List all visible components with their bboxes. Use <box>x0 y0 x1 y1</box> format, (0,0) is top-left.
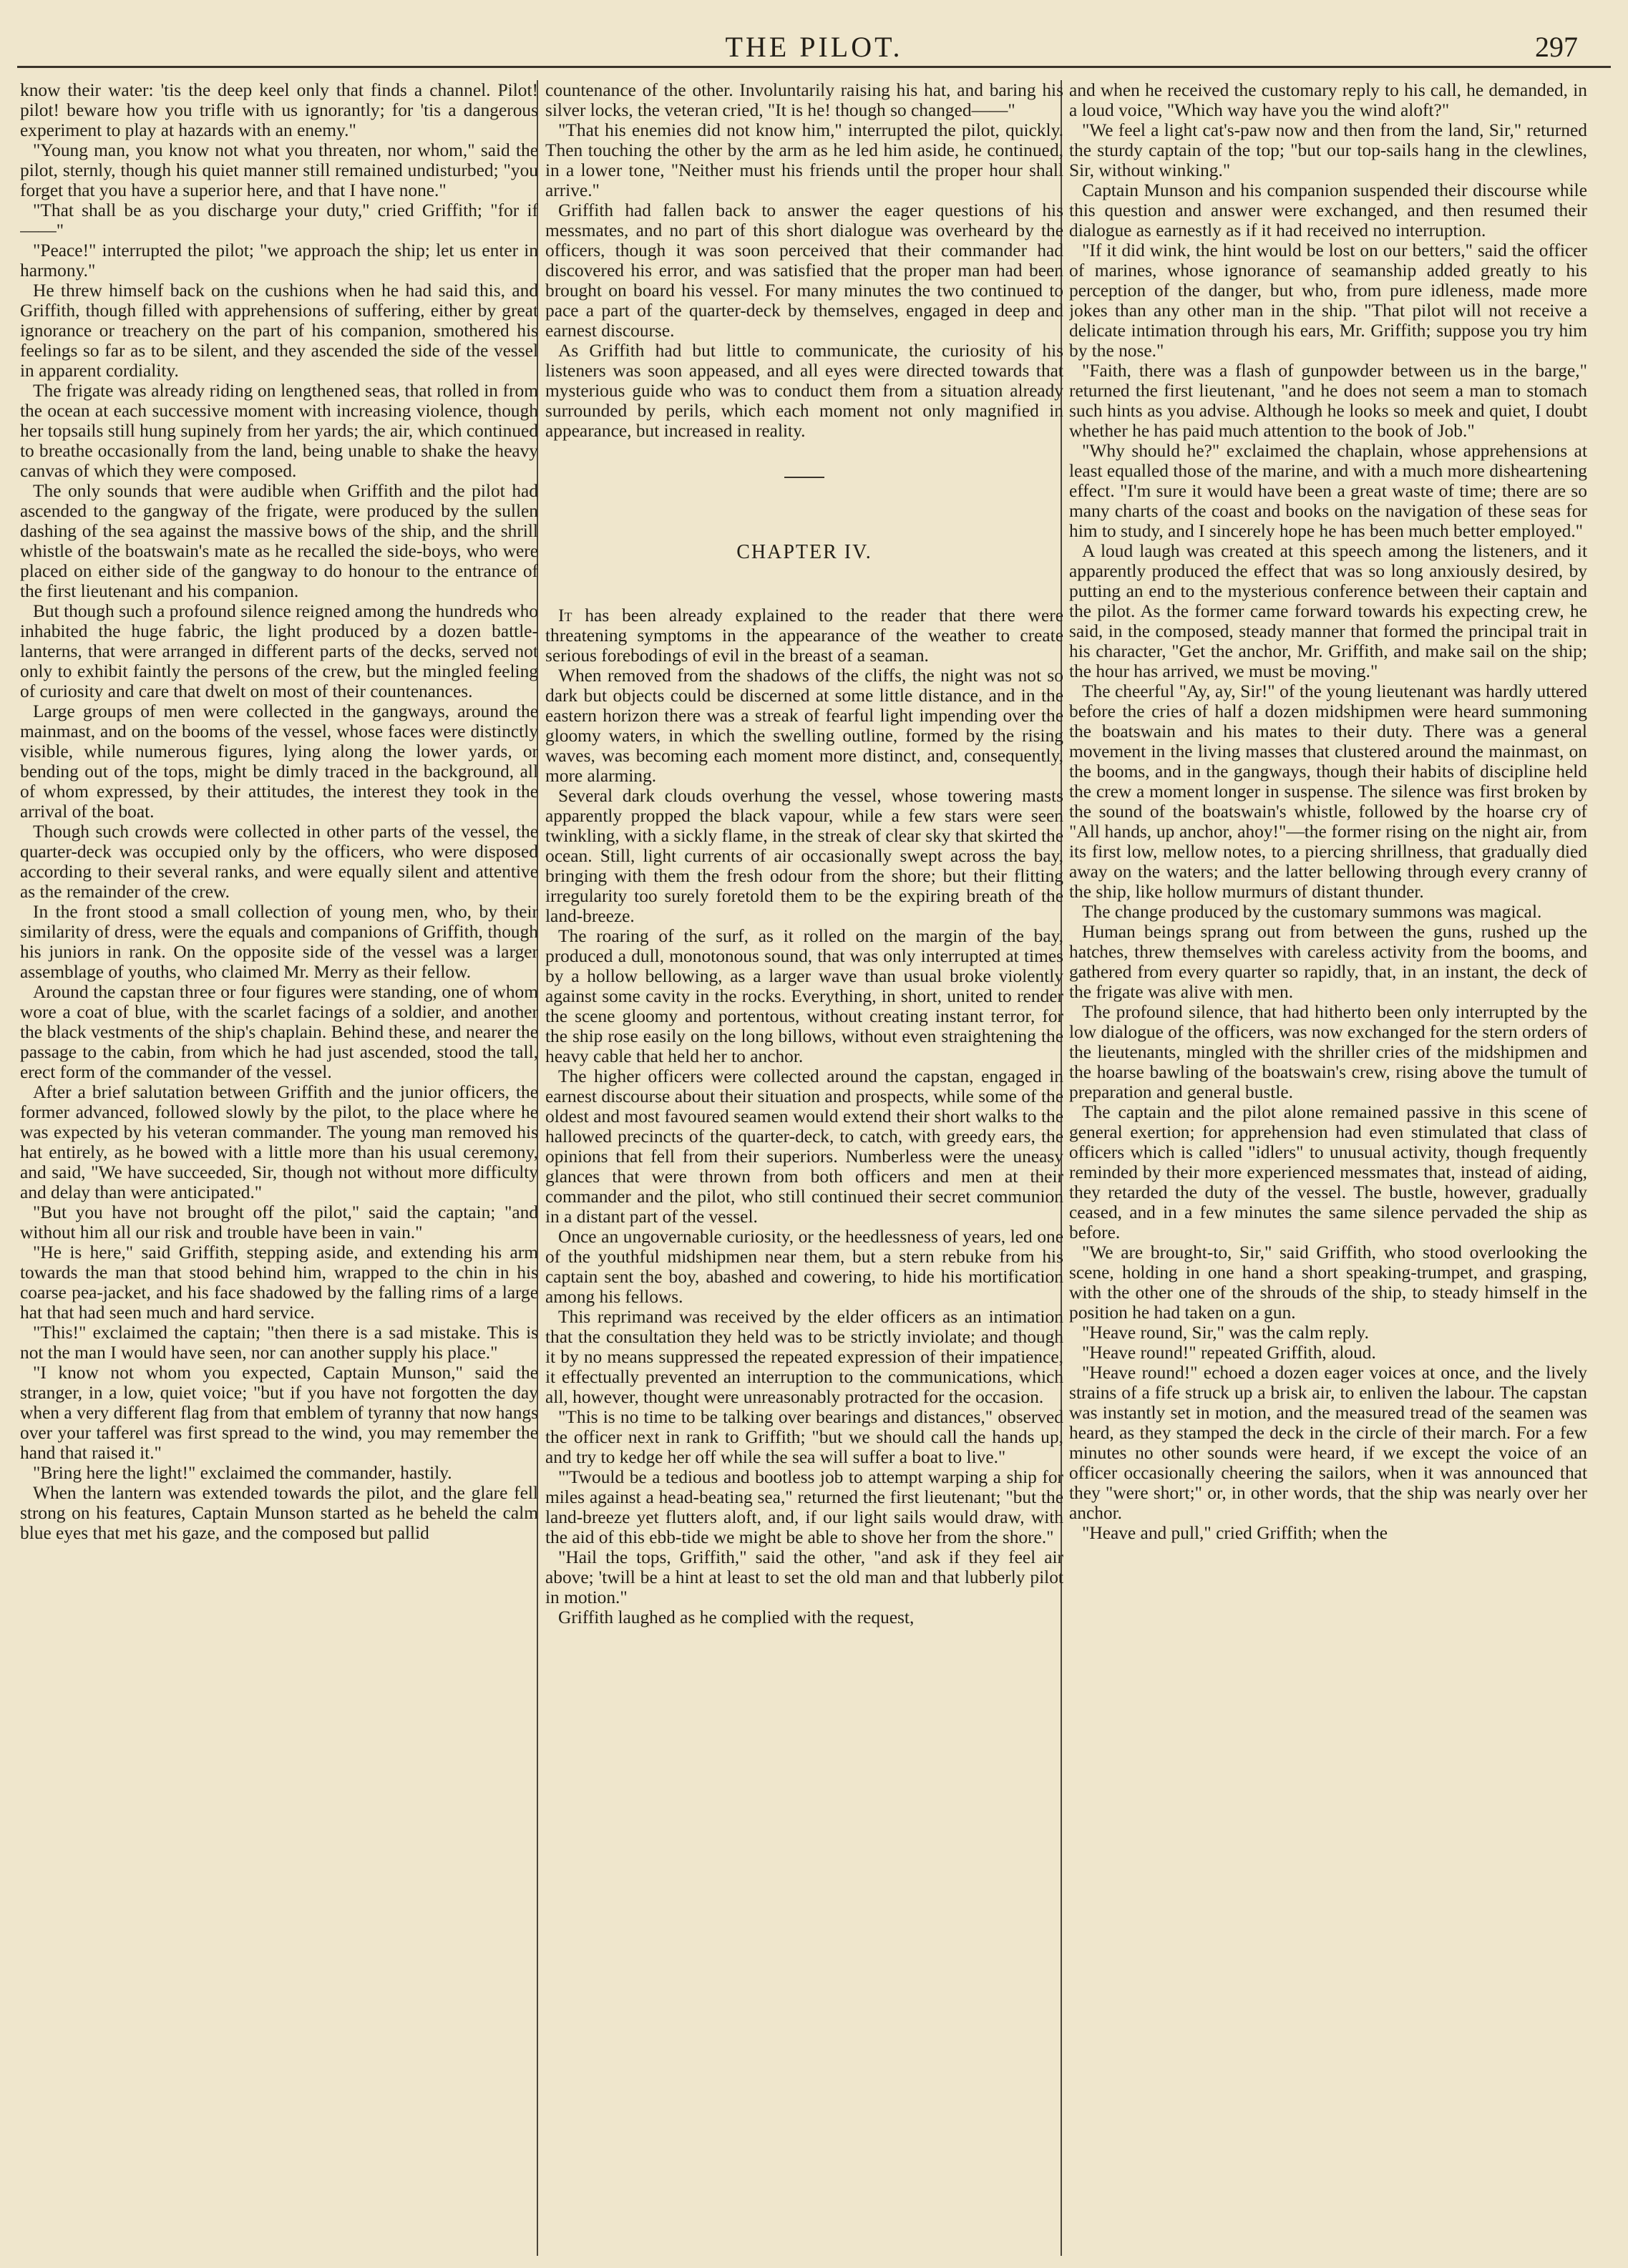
chapter-opening-word: It <box>558 605 572 626</box>
paragraph: The frigate was already riding on lengthened seas, that rolled in from the ocean at each successive moment with increasing violence, though her topsails still hung supinely from her yards; the air, which continued to breathe occasionally from the land, being unable to shake the heavy canvas of which they were composed. <box>20 381 538 481</box>
paragraph: Several dark clouds overhung the vessel, whose towering masts apparently propped the black vapour, while a few stars were seen twinkling, with a sickly flame, in the streak of clear sky that skirted the ocean. Still, light currents of air occasionally swept across the bay, bringing with them the fresh odour from the shore; but their flitting irregularity too surely foretold them to be the expiring breath of the land-breeze. <box>545 786 1063 926</box>
paragraph: The roaring of the surf, as it rolled on the margin of the bay, produced a dull, monotonous sound, that was only interrupted at times by a hollow bellowing, as a larger wave than usual broke violently against some cavity in the rocks. Everything, in short, united to render the scene gloomy and portentous, without creating instant terror, for the ship rose easily on the long billows, without even straightening the heavy cable that held her to anchor. <box>545 926 1063 1066</box>
paragraph: "Peace!" interrupted the pilot; "we approach the ship; let us enter in harmony." <box>20 240 538 281</box>
paragraph: As Griffith had but little to communicate, the curiosity of his listeners was soon appeased, and all eyes were directed towards that mysterious guide who was to conduct them from a situation already surrounded by perils, which each moment not only magnified in appearance, but increased in reality. <box>545 341 1063 441</box>
paragraph: "That shall be as you discharge your duty," cried Griffith; "for if——" <box>20 200 538 240</box>
paragraph: When the lantern was extended towards the pilot, and the glare fell strong on his features, Captain Munson started as he beheld the calm blue eyes that met his gaze, and the composed but pallid <box>20 1483 538 1543</box>
paragraph: "We are brought-to, Sir," said Griffith, who stood overlooking the scene, holding in one hand a short speaking-trumpet, and grasping, with the other one of the shrouds of the ship, to steady himself in the position he had taken on a gun. <box>1069 1242 1587 1323</box>
paragraph: "We feel a light cat's-paw now and then from the land, Sir," returned the sturdy captain of the top; "but our top-sails hang in the clewlines, Sir, without winking." <box>1069 120 1587 180</box>
paragraph: "Why should he?" exclaimed the chaplain, whose apprehensions at least equalled those of the marine, and with a much more disheartening effect. "I'm sure it would have been a great waste of time; there are so many charts of the coast and books on the navigation of these seas for him to study, and I sincerely hope he has been much better employed." <box>1069 441 1587 541</box>
header-rule <box>17 66 1611 68</box>
paragraph: "He is here," said Griffith, stepping aside, and extending his arm towards the man that stood behind him, wrapped to the chin in his coarse pea-jacket, and his face shadowed by the falling rims of a large hat that had seen much and hard service. <box>20 1242 538 1323</box>
paragraph: He threw himself back on the cushions when he had said this, and Griffith, though filled with apprehensions of suffering, either by great ignorance or treachery on the part of his companion, smothered his feelings so far as to be silent, and they ascended the side of the vessel in apparent cordiality. <box>20 281 538 381</box>
paragraph: countenance of the other. Involuntarily raising his hat, and baring his silver locks, the veteran cried, "It is he! though so changed——" <box>545 80 1063 120</box>
running-title: THE PILOT. <box>725 31 903 63</box>
paragraph: Griffith laughed as he complied with the request, <box>558 1607 915 1627</box>
paragraph: The profound silence, that had hitherto been only interrupted by the low dialogue of the officers, was now exchanged for the stern orders of the lieutenants, mingled with the shriller cries of the midshipmen and the hoarse bawling of the boatswain's crew, rising above the tumult of preparation and general bustle. <box>1069 1002 1587 1102</box>
text-column-3 <box>1069 80 1587 2256</box>
text-column-1 <box>20 80 538 2256</box>
page-number: 297 <box>1535 31 1578 63</box>
paragraph: Human beings sprang out from between the guns, rushed up the hatches, threw themselves with careless activity from the booms, and gathered from every quarter so rapidly, that, in an instant, the deck of the frigate was alive with men. <box>1069 922 1587 1002</box>
paragraph: "That his enemies did not know him," interrupted the pilot, quickly. Then touching the other by the arm as he led him aside, he continued, in a lower tone, "Neither must his friends until the proper hour shall arrive." <box>545 120 1063 200</box>
chapter-divider <box>784 477 824 478</box>
paragraph: After a brief salutation between Griffith and the junior officers, the former advanced, followed slowly by the pilot, to the place where he was expected by his veteran commander. The young man removed his hat entirely, as he bowed with a little more than his usual ceremony, and said, "We have succeeded, Sir, though not without more difficulty and delay than were anticipated." <box>20 1082 538 1202</box>
paragraph: A loud laugh was created at this speech among the listeners, and it apparently produced the effect that was so long anxiously desired, by putting an end to the mysterious conference between their captain and the pilot. As the former came forward towards his expecting crew, he said, in the composed, steady manner that formed the principal trait in his character, "Get the anchor, Mr. Griffith, and make sail on the ship; the hour has arrived, we must be moving." <box>1069 541 1587 681</box>
text-column-2 <box>545 80 1063 2256</box>
paragraph: In the front stood a small collection of young men, who, by their similarity of dress, were the equals and companions of Griffith, though his juniors in rank. On the opposite side of the vessel was a larger assemblage of youths, who claimed Mr. Merry as their fellow. <box>20 902 538 982</box>
paragraph: The only sounds that were audible when Griffith and the pilot had ascended to the gangway of the frigate, were produced by the sullen dashing of the sea against the massive bows of the ship, and the shrill whistle of the boatswain's mate as he recalled the side-boys, who were placed on either side of the gangway to do honour to the entrance of the first lieutenant and his companion. <box>20 481 538 601</box>
paragraph: "'Twould be a tedious and bootless job to attempt warping a ship for miles against a head-beating sea," returned the first lieutenant; "but the land-breeze yet flutters aloft, and, if our light sails would draw, with the aid of this ebb-tide we might be able to shove her from the shore." <box>545 1467 1063 1547</box>
paragraph: The captain and the pilot alone remained passive in this scene of general exertion; for apprehension had even stimulated that class of officers which is called "idlers" to unusual activity, though frequently reminded by their more experienced messmates that, instead of aiding, they retarded the duty of the vessel. The bustle, however, gradually ceased, and in a few minutes the same silence pervaded the ship as before. <box>1069 1102 1587 1242</box>
paragraph: Around the capstan three or four figures were standing, one of whom wore a coat of blue, with the scarlet facings of a soldier, and another the black vestments of the ship's chaplain. Behind these, and nearer the passage to the cabin, from which he had just ascended, stood the tall, erect form of the commander of the vessel. <box>20 982 538 1082</box>
paragraph: "But you have not brought off the pilot," said the captain; "and without him all our risk and trouble have been in vain." <box>20 1202 538 1242</box>
paragraph: "Heave round, Sir," was the calm reply. <box>1082 1323 1369 1343</box>
chapter-spacer <box>545 441 1063 477</box>
paragraph: "Hail the tops, Griffith," said the other, "and ask if they feel air above; 'twill be a hint at least to set the old man and that lubberly pilot in motion." <box>545 1547 1063 1607</box>
paragraph: and when he received the customary reply to his call, he demanded, in a loud voice, "Which way have you the wind aloft?" <box>1069 80 1587 120</box>
paragraph: This reprimand was received by the elder officers as an intimation that the consultation they held was to be strictly inviolate; and though it by no means suppressed the repeated expression of their impatience, it effectually prevented an interruption to the communications, which all, however, thought were unreasonably protracted for the occasion. <box>545 1307 1063 1407</box>
page-header <box>21 20 1607 70</box>
paragraph: know their water: 'tis the deep keel only that finds a channel. Pilot! pilot! beware how you trifle with us ignorantly; for 'tis a dangerous experiment to play at hazards with an enemy." <box>20 80 538 140</box>
paragraph: Once an ungovernable curiosity, or the heedlessness of years, led one of the youthful midshipmen near them, but a stern rebuke from his captain sent the boy, abashed and cowering, to hide his mortification among his fellows. <box>545 1227 1063 1307</box>
paragraph: But though such a profound silence reigned among the hundreds who inhabited the huge fabric, the light produced by a dozen battle-lanterns, that were arranged in different parts of the decks, served not only to exhibit faintly the persons of the crew, but the mingled feeling of curiosity and care that dwelt on most of their countenances. <box>20 601 538 701</box>
paragraph: "I know not whom you expected, Captain Munson," said the stranger, in a low, quiet voice; "but if you have not forgotten the day when a very different flag from that emblem of tyranny that now hangs over your tafferel was first spread to the wind, you may remember the hand that raised it." <box>20 1363 538 1463</box>
paragraph: "This!" exclaimed the captain; "then there is a sad mistake. This is not the man I would have seen, nor can another supply his place." <box>20 1323 538 1363</box>
paragraph: When removed from the shadows of the cliffs, the night was not so dark but objects could be discerned at some little distance, and in the eastern horizon there was a streak of fearful light impending over the gloomy waters, in which the swelling outline, formed by the rising waves, was becoming each moment more distinct, and, consequently, more alarming. <box>545 666 1063 786</box>
paragraph: Large groups of men were collected in the gangways, around the mainmast, and on the booms of the vessel, whose faces were distinctly visible, while numerous figures, lying along the lower yards, or bending out of the tops, might be dimly traced in the background, all of whom expressed, by their attitudes, the interest they took in the arrival of the boat. <box>20 701 538 822</box>
paragraph: Though such crowds were collected in other parts of the vessel, the quarter-deck was occupied only by the officers, who were disposed according to their several ranks, and were equally silent and attentive as the remainder of the crew. <box>20 822 538 902</box>
paragraph: The change produced by the customary summons was magical. <box>1082 902 1542 922</box>
chapter-heading: CHAPTER IV. <box>736 541 872 563</box>
paragraph: Griffith had fallen back to answer the eager questions of his messmates, and no part of this short dialogue was overheard by the officers, though it was soon perceived that their commander had discovered his error, and was satisfied that the proper man had been brought on board his vessel. For many minutes the two continued to pace a part of the quarter-deck by themselves, engaged in deep and earnest discourse. <box>545 200 1063 341</box>
paragraph: "If it did wink, the hint would be lost on our betters," said the officer of marines, whose ignorance of seamanship added greatly to his perception of the danger, but who, from pure idleness, made more jokes than any other man in the ship. "That pilot will not receive a delicate intimation through his ears, Mr. Griffith; suppose you try him by the nose." <box>1069 240 1587 361</box>
paragraph: "Faith, there was a flash of gunpowder between us in the barge," returned the first lieutenant, "and he does not seem a man to stomach such hints as you advise. Although he looks so meek and quiet, I doubt whether he has paid much attention to the book of Job." <box>1069 361 1587 441</box>
paragraph: "Bring here the light!" exclaimed the commander, hastily. <box>33 1463 452 1483</box>
paragraph: "Heave and pull," cried Griffith; when the <box>1082 1523 1388 1543</box>
paragraph <box>545 605 1063 666</box>
paragraph: Captain Munson and his companion suspended their discourse while this question and answer were exchanged, and then resumed their dialogue as earnestly as if it had received no interruption. <box>1069 180 1587 240</box>
paragraph-text: has been already explained to the reader that there were threatening symptoms in the appearance of the weather to create serious forebodings of evil in the breast of a seaman. <box>545 605 1063 666</box>
paragraph: "Heave round!" echoed a dozen eager voices at once, and the lively strains of a fife struck up a brisk air, to enliven the labour. The capstan was instantly set in motion, and the measured tread of the seamen was heard, as they stamped the deck in the circle of their march. For a few minutes no other sounds were heard, if we except the voice of an officer occasionally cheering the sailors, when it was announced that they "were short;" or, in other words, that the ship was nearly over her anchor. <box>1069 1363 1587 1523</box>
paragraph: The higher officers were collected around the capstan, engaged in earnest discourse about their situation and prospects, while some of the oldest and most favoured seamen would extend their short walks to the hallowed precincts of the quarter-deck, to catch, with greedy ears, the opinions that fell from their superiors. Numberless were the uneasy glances that were thrown from both officers and men at their commander and the pilot, who still continued their secret communion in a distant part of the vessel. <box>545 1066 1063 1227</box>
paragraph: "Young man, you know not what you threaten, nor whom," said the pilot, sternly, though his quiet manner still remained undisturbed; "you forget that you have a superior here, and that I have none." <box>20 140 538 200</box>
paragraph: "Heave round!" repeated Griffith, aloud. <box>1082 1343 1376 1363</box>
paragraph: The cheerful "Ay, ay, Sir!" of the young lieutenant was hardly uttered before the cries of half a dozen midshipmen were heard summoning the boatswain and his mates to their duty. There was a general movement in the living masses that clustered around the mainmast, on the booms, and in the gangways, though their habits of discipline held the crew a moment longer in suspense. The silence was first broken by the sound of the boatswain's whistle, followed by the hoarse cry of "All hands, up anchor, ahoy!"—the former rising on the night air, from its first low, mellow notes, to a piercing shrillness, that gradually died away on the waters; and the latter bellowing through every cranny of the ship, like hollow murmurs of distant thunder. <box>1069 681 1587 902</box>
paragraph: "This is no time to be talking over bearings and distances," observed the officer next in rank to Griffith; "but we should call the hands up, and try to kedge her off while the sea will suffer a boat to live." <box>545 1407 1063 1467</box>
